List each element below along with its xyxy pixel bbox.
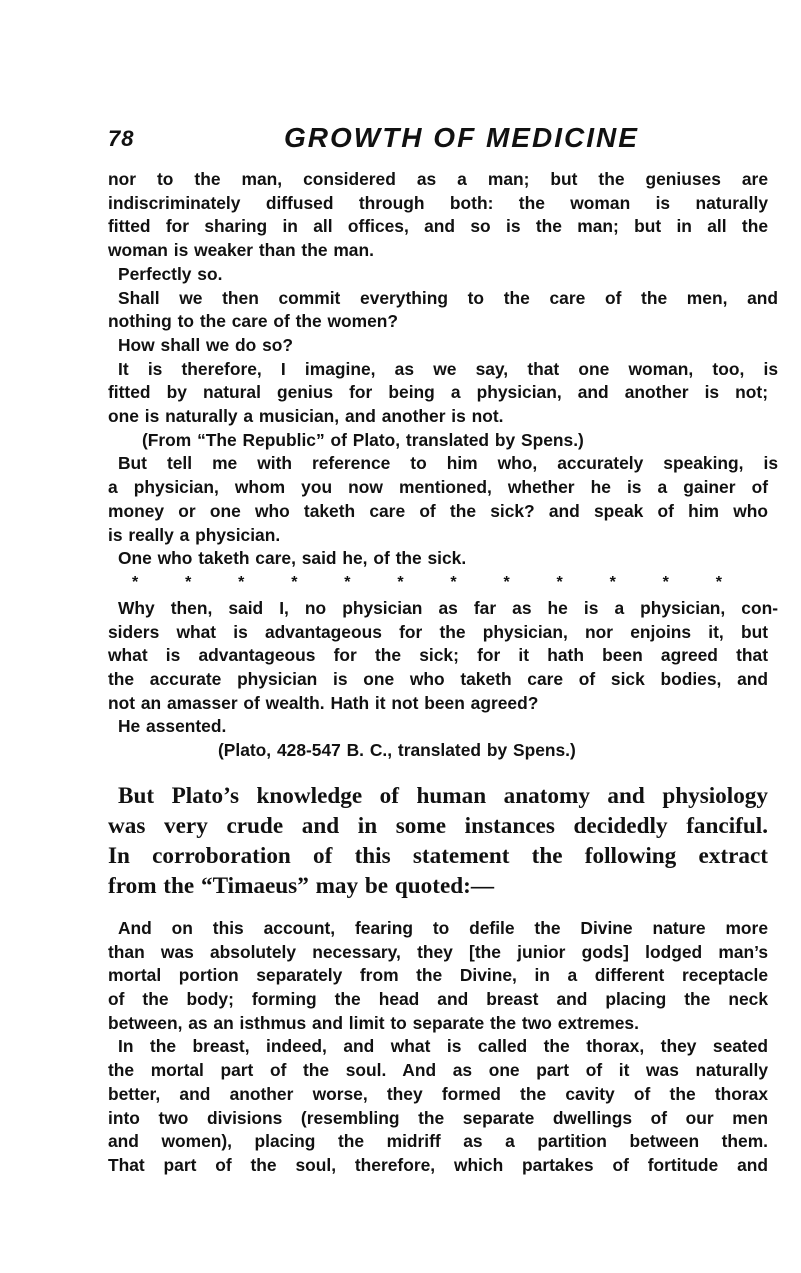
star-glyph: * [132,573,139,591]
text-line: fitted for sharing in all offices, and so is the man; but in all the [108,216,768,237]
text-line: into two divisions (resembling the separate dwellings of our men [108,1107,768,1128]
star-glyph: * [450,573,457,591]
quote-paragraph [118,263,768,287]
running-head: GROWTH OF MEDICINE [284,122,639,153]
text-line: of the body; forming the head and breast and placing the neck [108,988,768,1009]
text-line: money or one who taketh care of the sick? and speak of him who [108,500,768,521]
text-line: In the breast, indeed, and what is called the thorax, they seated [118,1036,768,1057]
quote-paragraph [118,715,768,739]
star-glyph: * [291,573,298,591]
text-line: nor to the man, considered as a man; but the geniuses are [108,169,768,189]
star-glyph: * [185,573,192,591]
star-glyph: * [238,573,245,591]
star-glyph: * [397,573,404,591]
text-line: Perfectly so. [118,263,223,284]
page-number: 78 [108,126,135,151]
star-glyph: * [503,573,510,591]
text-line: Why then, said I, no physician as far as he is a physician, con- [118,597,778,618]
quote-paragraph [118,334,768,358]
text-line: nothing to the care of the women? [108,311,399,332]
quote-paragraph [108,1035,768,1177]
quote-paragraph [108,358,778,429]
quote-paragraph [118,547,768,571]
citation [118,429,768,453]
text-line: is really a physician. [108,524,281,545]
citation [118,739,768,763]
text-line: Shall we then commit everything to the care of the men, and [118,287,778,308]
text-line: the mortal part of the soul. And as one part of it was naturally [108,1060,768,1081]
page-body [108,168,778,1178]
text-line: woman is weaker than the man. [108,240,374,261]
text-line: the accurate physician is one who taketh care of sick bodies, and [108,669,768,690]
star-glyph: * [556,573,563,591]
text-line: not an amasser of wealth. Hath it not been agreed? [108,692,539,713]
text-line: from the “Timaeus” may be quoted:— [108,872,495,899]
quote-paragraph [108,168,768,263]
star-glyph: * [344,573,351,591]
text-line: one is naturally a musician, and another is not. [108,406,504,427]
text-line: And on this account, fearing to defile the Divine nature more [118,917,768,938]
quote-paragraph [108,597,778,716]
quote-paragraph [108,452,778,547]
text-line: (From “The Republic” of Plato, translated by Spens.) [142,429,584,450]
text-line: better, and another worse, they formed the cavity of the thorax [108,1083,768,1104]
text-line: mortal portion separately from the Divine, in a different receptacle [108,965,768,986]
star-glyph: * [609,573,616,591]
text-line: was very crude and in some instances decidedly fanciful. [108,812,768,839]
text-line: He assented. [118,716,227,737]
text-line: But Plato’s knowledge of human anatomy and physiology [118,782,768,809]
text-line: between, as an isthmus and limit to separate the two extremes. [108,1012,639,1033]
text-line: But tell me with reference to him who, accurately speaking, is [118,453,778,474]
star-glyph: * [662,573,669,591]
text-line: a physician, whom you now mentioned, whether he is a gainer of [108,477,768,498]
text-line: than was absolutely necessary, they [the junior gods] lodged man’s [108,941,768,962]
ellipsis-stars [132,571,722,594]
text-line: what is advantageous for the sick; for it hath been agreed that [108,645,768,666]
quote-paragraph [108,917,768,1036]
text-line: siders what is advantageous for the physician, nor enjoins it, but [108,621,768,642]
star-glyph: * [715,573,722,591]
text-line: How shall we do so? [118,334,294,355]
text-line: In corroboration of this statement the following extract [108,842,768,869]
text-line: One who taketh care, said he, of the sick. [118,548,467,569]
quote-paragraph [108,287,778,334]
text-line: It is therefore, I imagine, as we say, that one woman, too, is [118,358,778,379]
author-commentary [108,781,768,901]
text-line: indiscriminately diffused through both: the woman is naturally [108,192,768,213]
text-line: That part of the soul, therefore, which partakes of fortitude and [108,1154,768,1175]
text-line: (Plato, 428-547 B. C., translated by Spens.) [218,740,576,761]
text-line: fitted by natural genius for being a physician, and another is not; [108,382,768,403]
page-header [108,122,768,162]
text-line: and women), placing the midriff as a partition between them. [108,1131,768,1152]
